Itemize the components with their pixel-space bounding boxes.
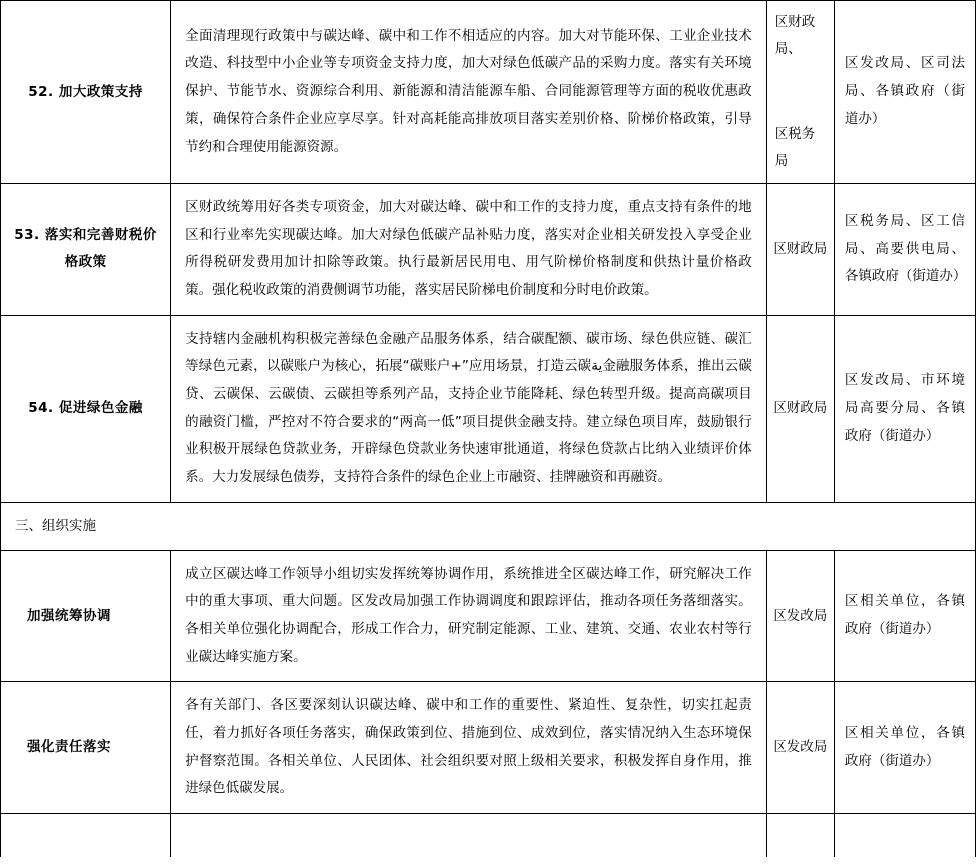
lead-unit-cell: 区财政局 xyxy=(766,184,834,316)
support-unit-cell: 区相关单位，各镇政府（街道办） xyxy=(834,550,975,682)
support-unit-cell: 区税务局、区工信局、高要供电局、各镇政府（街道办） xyxy=(834,184,975,316)
table-row xyxy=(1,315,976,502)
lead-unit-cell xyxy=(766,1,834,184)
task-detail-cell: 成立区碳达峰工作领导小组切实发挥统筹协调作用，系统推进全区碳达峰工作，研究解决工作中的重大事项、重大问题。区发改局加强工作协调调度和跟踪评估，推动各项任务落细落实。各相关单位强化协调配合，形成工作合力，研究制定能源、工业、建筑、交通、农业农村等行业碳达峰实施方案。 xyxy=(171,550,767,682)
table-row-clipped xyxy=(1,814,976,858)
table-row xyxy=(1,550,976,682)
task-name-cell: 52. 加大政策支持 xyxy=(1,1,171,184)
task-name-cell: 54. 促进绿色金融 xyxy=(1,315,171,502)
support-unit-cell: 区发改局、市环境局高要分局、各镇政府（街道办） xyxy=(834,315,975,502)
support-unit-cell: 区相关单位，各镇政府（街道办） xyxy=(834,682,975,814)
task-name-cell: 加强统筹协调 xyxy=(1,550,171,682)
lead-unit-cell: 区发改局 xyxy=(766,682,834,814)
task-name-cell: 强化责任落实 xyxy=(1,682,171,814)
lead-unit-secondary: 区税务局 xyxy=(774,126,816,169)
task-detail-cell: 全面清理现行政策中与碳达峰、碳中和工作不相适应的内容。加大对节能环保、工业企业技术改造、科技型中小企业等专项资金支持力度，加大对绿色低碳产品的采购力度。落实有关环境保护、节能节水、资源综合利用、新能源和清洁能源车船、合同能源管理等方面的税收优惠政策，确保符合条件企业应享尽享。针对高耗能高排放项目落实差别价格、阶梯价格政策，引导节约和合理使用能源资源。 xyxy=(171,1,767,184)
task-detail-cell: 支持辖内金融机构积极完善绿色金融产品服务体系，结合碳配额、碳市场、绿色供应链、碳汇等绿色元素，以碳账户为核心，拓展“碳账户+”应用场景，打造云碳ية金融服务体系，推出云碳贷、云碳保、云碳债、云碳担等系列产品，支持企业节能降耗、绿色转型升级。提高高碳项目的融资门槛，严控对不符合要求的“两高一低”项目提供金融支持。建立绿色项目库，鼓励银行业积极开展绿色贷款业务，开辟绿色贷款业务快速审批通道，将绿色贷款占比纳入业绩评价体系。大力发展绿色债券，支持符合条件的绿色企业上市融资、挂牌融资和再融资。 xyxy=(171,315,767,502)
lead-unit-cell-clipped xyxy=(766,814,834,858)
support-unit-cell-clipped xyxy=(834,814,975,858)
lead-unit-primary: 区财政局、 xyxy=(774,14,816,57)
table-row xyxy=(1,184,976,316)
task-detail-cell-clipped xyxy=(171,814,767,858)
task-detail-cell: 各有关部门、各区要深刻认识碳达峰、碳中和工作的重要性、紧迫性、复杂性，切实扛起责任，着力抓好各项任务落实，确保政策到位、措施到位、成效到位，落实情况纳入生态环境保护督察范围。各相关单位、人民团体、社会组织要对照上级相关要求，积极发挥自身作用，推进绿色低碳发展。 xyxy=(171,682,767,814)
task-name-cell-clipped xyxy=(1,814,171,858)
section-heading-row xyxy=(1,502,976,550)
task-name-cell: 53. 落实和完善财税价格政策 xyxy=(1,184,171,316)
lead-unit-spacer xyxy=(775,63,828,121)
support-unit-cell: 区发改局、区司法局、各镇政府（街道办） xyxy=(834,1,975,184)
table-row xyxy=(1,682,976,814)
table-row xyxy=(1,1,976,184)
task-detail-cell: 区财政统筹用好各类专项资金，加大对碳达峰、碳中和工作的支持力度，重点支持有条件的地区和行业率先实现碳达峰。加大对绿色低碳产品补贴力度，落实对企业相关研发投入享受企业所得税研发费用加计扣除等政策。执行最新居民用电、用气阶梯价格制度和供热计量价格政策。强化税收政策的消费侧调节功能，落实居民阶梯电价制度和分时电价政策。 xyxy=(171,184,767,316)
section-heading: 三、组织实施 xyxy=(1,502,976,550)
lead-unit-cell: 区财政局 xyxy=(766,315,834,502)
lead-unit-cell: 区发改局 xyxy=(766,550,834,682)
